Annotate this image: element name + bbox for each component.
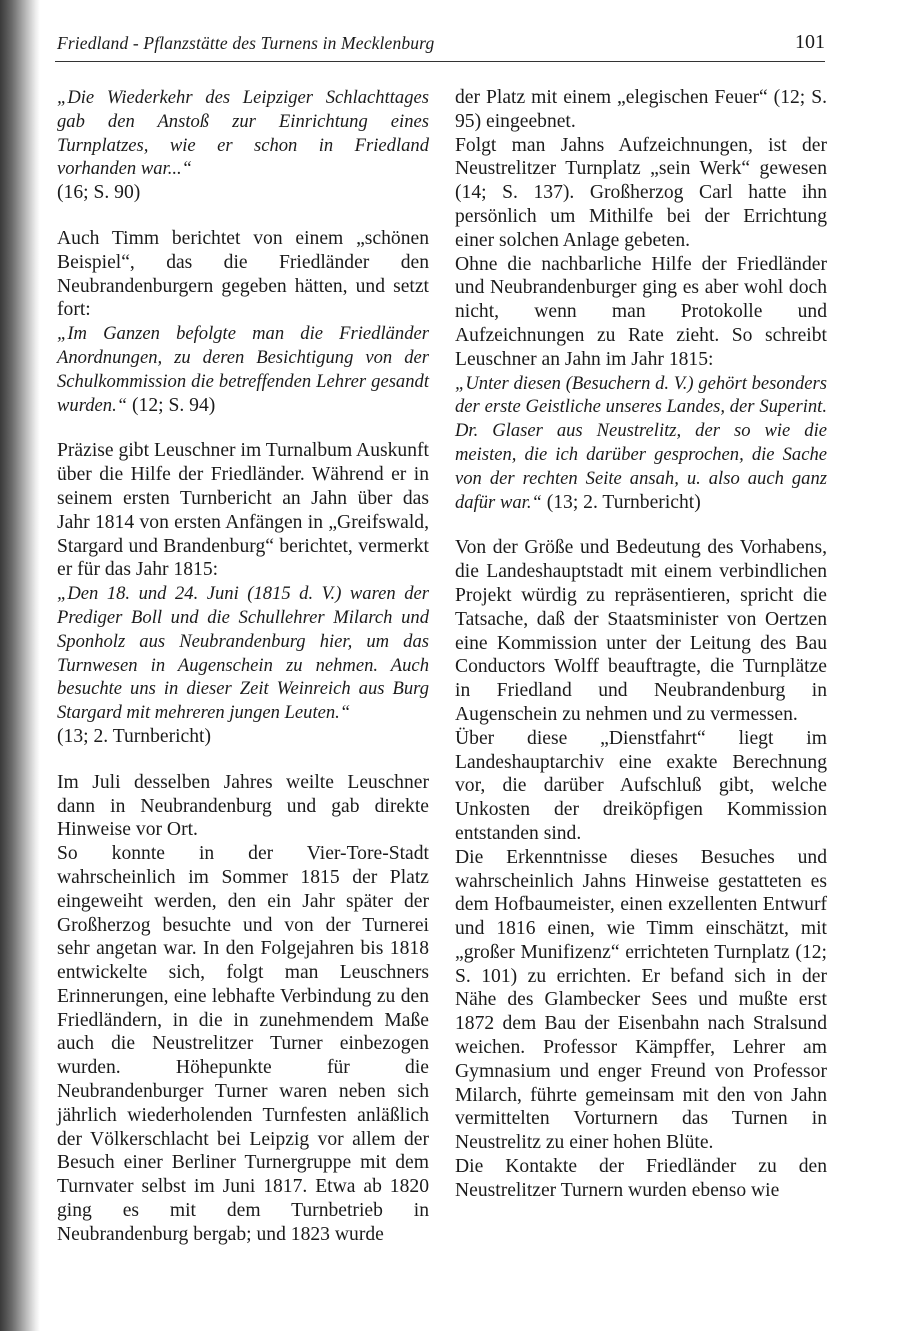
quote-leipzig: „Die Wiederkehr des Leipziger Schlachttages gab den Anstoß zur Einrichtung eines Turnplatzes, wie er schon in Friedland vorhanden war...“ — [57, 87, 429, 180]
running-head — [57, 33, 825, 59]
paragraph-dienstfahrt: Über diese „Dienstfahrt“ liegt im Landeshauptarchiv eine exakte Berechnung vor, die darüber Aufschluß gibt, welche Unkosten der dreiköpfigen Kommission entstanden sind. — [455, 727, 827, 844]
header-rule — [55, 61, 825, 62]
paragraph-vier-tore-stadt: So konnte in der Vier-Tore-Stadt wahrscheinlich im Sommer 1815 der Platz eingeweiht werden, den ein Jahr später der Großherzog besuchte und von der Turnerei sehr angetan war. In den Folgejahren bis 1818 entwickelte sich, folgt man Leuschners Erinnerungen, eine lebhafte Verbindung zu den Friedländern, in die in zunehmendem Maße auch die Neustrelitzer Turner einbezogen wurden. Höhepunkte für die Neubrandenburger Turner waren neben sich jährlich wiederholenden Turnfesten anläßlich der Völkerschlacht bei Leipzig vor allem der Besuch einer Berliner Turnergruppe mit dem Turnvater selbst im Juni 1817. Etwa ab 1820 ging es mit dem Turnbetrieb in Neubrandenburg bergab; und 1823 wurde — [57, 843, 429, 1245]
running-title: Friedland - Pflanzstätte des Turnens in Mecklenburg — [57, 33, 435, 53]
quote-text: „Unter diesen (Besuchern d. V.) gehört besonders der erste Geistliche unseres Landes, der Superint. Dr. Glaser aus Neustrelitz, der so wie die meisten, die ich darüber gesprochen, die Sache von der rechten Seite ansah, u. also auch ganz dafür war.“ — [455, 372, 827, 513]
page-number: 101 — [795, 31, 825, 53]
left-column — [57, 86, 429, 1247]
citation: (13; 2. Turnbericht) — [541, 491, 701, 513]
paragraph-kontakte: Die Kontakte der Friedländer zu den Neustrelitzer Turnern wurden ebenso wie — [455, 1156, 827, 1201]
citation: (12; S. 94) — [127, 394, 216, 416]
paragraph-eingeebnet: der Platz mit einem „elegischen Feuer“ (12; S. 95) eingeebnet. — [455, 87, 827, 132]
right-column — [455, 86, 827, 1203]
quote-schulkommission — [57, 322, 429, 417]
citation: (13; 2. Turnbericht) — [57, 725, 212, 747]
binding-shadow — [0, 0, 40, 1331]
citation: (16; S. 90) — [57, 182, 141, 204]
paragraph-erkenntnisse: Die Erkenntnisse dieses Besuches und wahrscheinlich Jahns Hinweise gestatteten es dem Hofbaumeister, einen exzellenten Entwurf und 1816 einen, wie Timm einschätzt, mit „großer Munifizenz“ errichteten Turnplatz (12; S. 101) zu errichten. Er befand sich in der Nähe des Glambecker Sees und mußte erst 1872 dem Bau der Eisenbahn nach Stralsund weichen. Professor Kämpffer, Lehrer am Gymnasium und enger Freund von Professor Milarch, führte gemeinsam mit den von Jahn vermittelten Vorturnern das Turnen in Neustrelitz zu einer hohen Blüte. — [455, 846, 827, 1154]
quote-juni-1815: „Den 18. und 24. Juni (1815 d. V.) waren der Prediger Boll und die Schullehrer Milarch und Sponholz aus Neubrandenburg hier, um das Turnwesen in Augenschein zu nehmen. Auch besuchte uns in dieser Zeit Weinreich aus Burg Stargard mit mehreren jungen Leuten.“ — [57, 583, 429, 724]
paragraph-nachbarliche-hilfe: Ohne die nachbarliche Hilfe der Friedländer und Neubrandenburger ging es aber wohl doch nicht, wenn man Protokolle und Aufzeichnungen zu Rate zieht. So schreibt Leuschner an Jahn im Jahr 1815: — [455, 253, 827, 370]
paragraph-leuschner: Präzise gibt Leuschner im Turnalbum Auskunft über die Hilfe der Friedländer. Während er in seinem ersten Turnbericht an Jahn über das Jahr 1814 von ersten Anfängen in „Greifswald, Stargard und Brandenburg“ berichtet, vermerkt er für das Jahr 1815: — [57, 440, 429, 581]
paragraph-timm: Auch Timm berichtet von einem „schönen Beispiel“, das die Friedländer den Neubrandenburgern gegeben hätten, und setzt fort: — [57, 227, 429, 321]
paragraph-kommission: Von der Größe und Bedeutung des Vorhabens, die Landeshauptstadt mit einem verbindlichen Projekt würdig zu repräsentieren, spricht die Tatsache, daß der Staatsminister von Oertzen eine Kommission unter der Leitung des Bau Conductors Wolff beauftragte, die Turnplätze in Friedland und Neubrandenburg in Augenschein zu nehmen und zu vermessen. — [455, 537, 827, 725]
quote-glaser — [455, 372, 827, 515]
paragraph-jahn: Folgt man Jahns Aufzeichnungen, ist der Neustrelitzer Turnplatz „sein Werk“ gewesen (14; S. 137). Großherzog Carl hatte ihn persönlich um Mithilfe bei der Errichtung einer solchen Anlage gebeten. — [455, 134, 827, 251]
quote-text: „Im Ganzen befolgte man die Friedländer Anordnungen, zu deren Besichtigung von der Schulkommission die betreffenden Lehrer gesandt wurden.“ — [57, 323, 429, 416]
paragraph-juli: Im Juli desselben Jahres weilte Leuschner dann in Neubrandenburg und gab direkte Hinweise vor Ort. — [57, 771, 429, 841]
